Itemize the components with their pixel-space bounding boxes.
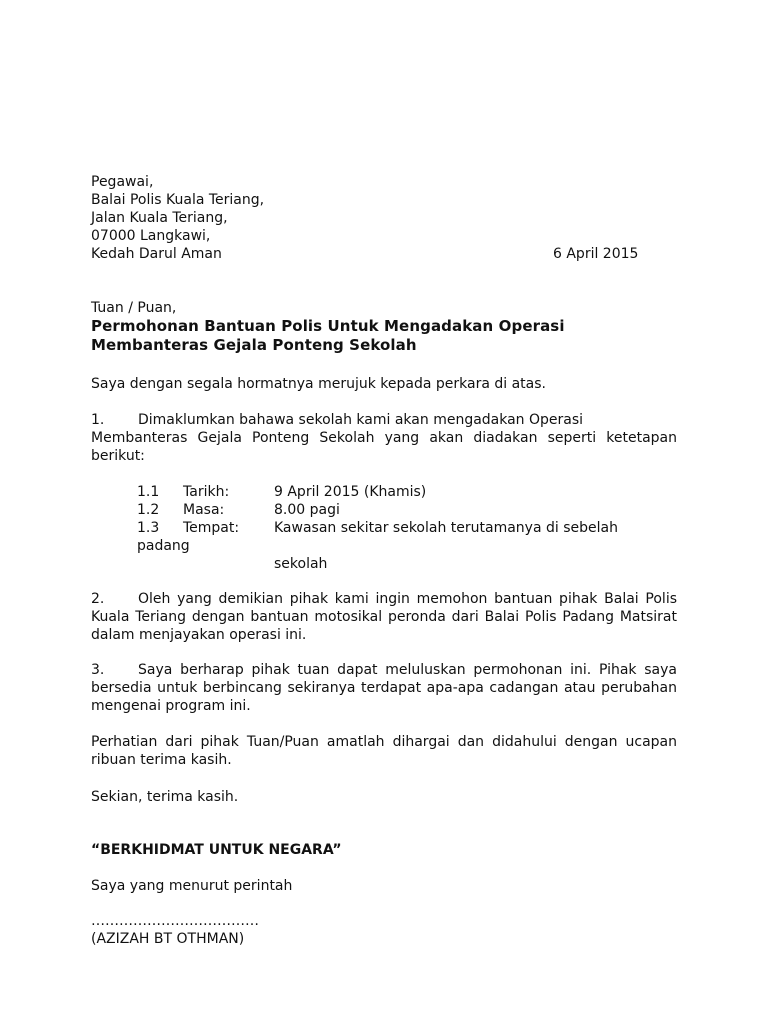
- address-line: Kedah Darul Aman: [91, 246, 222, 262]
- signature-line: ………………………………: [91, 913, 259, 929]
- address-line: Jalan Kuala Teriang,: [91, 210, 228, 226]
- item-label: Masa:: [183, 502, 225, 518]
- title-line: Membanteras Gejala Ponteng Sekolah: [91, 336, 417, 354]
- title-line: Permohonan Bantuan Polis Untuk Mengadakan Operasi: [91, 317, 565, 335]
- paragraph-number: 3.: [91, 662, 105, 678]
- item-value: 9 April 2015 (Khamis): [274, 484, 427, 500]
- paragraph-number: 2.: [91, 591, 105, 607]
- paragraph-text: berikut:: [91, 448, 145, 464]
- paragraph-text: Membanteras Gejala Ponteng Sekolah yang akan diadakan seperti ketetapan: [91, 430, 677, 446]
- item-number: 1.2: [137, 502, 160, 518]
- obedient-text: Saya yang menurut perintah: [91, 878, 293, 894]
- motto: “BERKHIDMAT UNTUK NEGARA”: [91, 842, 342, 858]
- signer-name: (AZIZAH BT OTHMAN): [91, 931, 245, 947]
- paragraph-text: mengenai program ini.: [91, 698, 251, 714]
- paragraph-text: Saya berharap pihak tuan dapat meluluskan permohonan ini. Pihak saya: [138, 662, 677, 678]
- intro-paragraph: Saya dengan segala hormatnya merujuk kepada perkara di atas.: [91, 376, 546, 392]
- item-number: 1.1: [137, 484, 160, 500]
- item-label: Tarikh:: [183, 484, 230, 500]
- salutation: Tuan / Puan,: [91, 300, 177, 316]
- paragraph-text: Oleh yang demikian pihak kami ingin memohon bantuan pihak Balai Polis: [138, 591, 677, 607]
- paragraph-text: Dimaklumkan bahawa sekolah kami akan mengadakan Operasi: [138, 412, 584, 428]
- item-value-wrap: padang: [137, 538, 190, 554]
- item-value: 8.00 pagi: [274, 502, 340, 518]
- letter-date: 6 April 2015: [553, 246, 639, 262]
- item-value: Kawasan sekitar sekolah terutamanya di sebelah: [274, 520, 618, 536]
- paragraph-text: bersedia untuk berbincang sekiranya terdapat apa-apa cadangan atau perubahan: [91, 680, 677, 696]
- item-value-extra: sekolah: [274, 556, 328, 572]
- item-number: 1.3: [137, 520, 160, 536]
- paragraph-text: dalam menjayakan operasi ini.: [91, 627, 307, 643]
- paragraph-number: 1.: [91, 412, 105, 428]
- item-label: Tempat:: [183, 520, 240, 536]
- address-line: Balai Polis Kuala Teriang,: [91, 192, 265, 208]
- address-line: Pegawai,: [91, 174, 154, 190]
- address-line: 07000 Langkawi,: [91, 228, 211, 244]
- paragraph-text: Kuala Teriang dengan bantuan motosikal peronda dari Balai Polis Padang Matsirat: [91, 609, 677, 625]
- paragraph-text: ribuan terima kasih.: [91, 752, 232, 768]
- closing-text: Sekian, terima kasih.: [91, 789, 239, 805]
- paragraph-text: Perhatian dari pihak Tuan/Puan amatlah dihargai dan didahului dengan ucapan: [91, 734, 677, 750]
